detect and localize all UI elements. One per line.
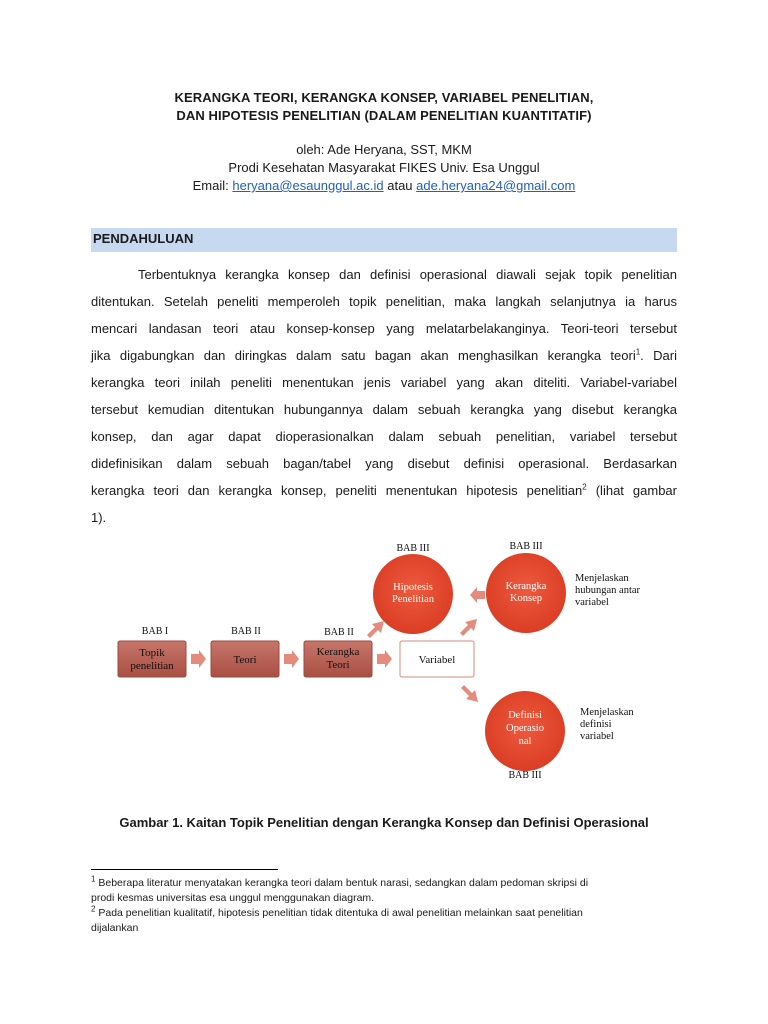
footnote-2-mark: 2 [91,904,96,914]
topik-penelitian-box [118,641,186,677]
definisi-chapter-label: BAB III [508,770,542,781]
definisi-label-line-3: nal [518,736,532,747]
email-link-secondary[interactable]: ade.heryana24@gmail.com [416,178,576,193]
footnote-1-mark: 1 [91,874,96,884]
email-label: Email: [192,178,233,193]
footnote-divider [91,869,278,870]
paragraph-line: tersebut kemudian ditentukan hubungannya dalam sebuah kerangka yang disebut kerangka [91,402,677,417]
box-3-chapter-label: BAB II [324,627,354,638]
footnote-2-line-1: Pada penelitian kualitatif, hipotesis penelitian tidak ditentuka di awal penelitian melainkan saat penelitian [95,907,583,919]
konsep-label-line-2: Konsep [509,593,543,604]
document-title-line-1: KERANGKA TEORI, KERANGKA KONSEP, VARIABEL PENELITIAN, [174,90,594,105]
arrow-up-right-icon [367,621,384,638]
paragraph-line [91,342,677,369]
paragraph-line [91,477,677,504]
paragraph-line: didefinisikan dalam sebuah bagan/tabel yang disebut definisi operasional. Berdasarkan [91,456,677,471]
concept-diagram [113,535,658,783]
email-separator: atau [383,178,417,193]
box-1-chapter-label: BAB I [141,626,169,637]
definisi-label-line-1: Definisi [508,710,542,721]
footnote-ref-2[interactable]: 2 [582,482,587,492]
footnote-1 [91,876,681,891]
paragraph-line: 1). [91,510,107,525]
box-2-label: Teori [233,654,257,666]
konsep-note-line-3: variabel [575,597,609,608]
kerangka-konsep-circle [486,553,566,633]
arrow-down-right-icon [461,685,478,702]
section-heading: PENDAHULUAN [93,231,194,246]
arrow-left-icon [470,587,485,603]
definisi-label-line-2: Operasio [506,723,544,734]
paragraph-line: mencari landasan teori atau konsep-konsep yang melatarbelakanginya. Teori-teori tersebut [91,321,677,336]
variabel-box [400,641,474,677]
konsep-chapter-label: BAB III [509,541,543,552]
konsep-note-line-1: Menjelaskan [575,573,629,584]
box-1-label-line-1: Topik [139,647,165,659]
hipotesis-penelitian-circle [373,554,453,634]
section-heading-bar [91,228,677,252]
author-affiliation: Prodi Kesehatan Masyarakat FIKES Univ. Esa Unggul [228,160,540,175]
box-1-label-line-2: penelitian [130,660,174,672]
box-3-label-line-1: Kerangka [316,646,360,658]
paragraph-line: kerangka teori inilah peneliti menentukan jenis variabel yang akan diteliti. Variabel-variabel [91,375,677,390]
footnote-ref-1[interactable]: 1 [635,347,641,357]
figure-caption: Gambar 1. Kaitan Topik Penelitian dengan Kerangka Konsep dan Definisi Operasional [119,815,649,830]
definisi-note-line-1: Menjelaskan [580,707,634,718]
paragraph-line: ditentukan. Setelah peneliti memperoleh topik penelitian, maka langkah selanjutnya ia harus [91,294,677,309]
hipotesis-label-line-1: Hipotesis [393,582,433,593]
box-2-chapter-label: BAB II [231,626,261,637]
footnote-2-line-2: dijalankan [91,922,139,934]
footnote-1-line-2: prodi kesmas universitas esa unggul menggunakan diagram. [91,892,375,904]
author-email-line [0,178,768,193]
arrow-right-icon [191,650,206,668]
kerangka-teori-box [304,641,372,677]
paragraph-line: konsep, dan agar dapat dioperasionalkan dalam sebuah penelitian, variabel tersebut [91,429,677,444]
intro-paragraph [91,261,677,531]
definisi-operasional-circle [485,691,565,771]
hipotesis-chapter-label: BAB III [396,543,430,554]
box-3-label-line-2: Teori [326,659,350,671]
definisi-note-line-3: variabel [580,731,614,742]
footnotes [91,876,681,936]
paragraph-text: (lihat gambar [586,483,677,498]
definisi-note-line-2: definisi [580,719,612,730]
variabel-label: Variabel [418,654,456,666]
email-link-primary[interactable]: heryana@esaunggul.ac.id [232,178,384,193]
document-title-line-2: DAN HIPOTESIS PENELITIAN (DALAM PENELITIAN KUANTITATIF) [176,108,592,123]
hipotesis-label-line-2: Penelitian [392,594,434,605]
paragraph-line: Terbentuknya kerangka konsep dan definisi operasional diawali sejak topik penelitian [138,267,677,282]
paragraph-text: kerangka teori dan kerangka konsep, peneliti menentukan hipotesis penelitian [91,483,583,498]
arrow-up-right-icon [460,619,477,636]
konsep-label-line-1: Kerangka [505,581,547,592]
author-byline: oleh: Ade Heryana, SST, MKM [296,142,472,157]
arrow-right-icon [284,650,299,668]
footnote-1-line-1: Beberapa literatur menyatakan kerangka teori dalam bentuk narasi, sedangkan dalam pedoman skripsi di [95,877,589,889]
arrow-right-icon [377,650,392,668]
paragraph-text: . Dari [640,348,677,363]
concept-diagram-svg [113,535,658,783]
paragraph-text: jika digabungkan dan diringkas dalam satu bagan akan menghasilkan kerangka teori [91,348,636,363]
teori-box [211,641,279,677]
footnote-2 [91,906,681,921]
konsep-note-line-2: hubungan antar [575,585,641,596]
